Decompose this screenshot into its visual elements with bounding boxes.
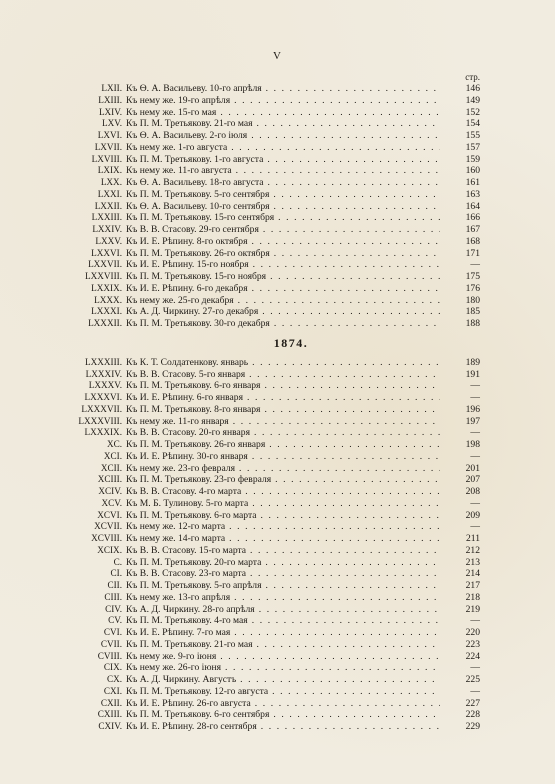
entry-page: —: [470, 497, 480, 509]
entry-number: LXIII.: [98, 94, 122, 105]
entry-number: CV.: [108, 615, 122, 626]
entry-number: LXXXIV.: [85, 368, 122, 379]
entry-page: 168: [465, 235, 480, 247]
entry-number: XC.: [106, 439, 122, 449]
entry-number: XCI.: [103, 450, 122, 461]
entry-title: Къ нему же. 15-го мая . . .: [126, 107, 440, 119]
page-column-label: стр.: [465, 72, 480, 82]
entry-number: CIX.: [103, 662, 122, 673]
entry-title: Къ нему же. 26-го іюня . . .: [126, 662, 440, 674]
entry-title: Къ П. М. Третьякову. 12-го августа . . .: [126, 686, 440, 698]
entry-page: 167: [465, 224, 480, 235]
entry-number: XCIII.: [97, 474, 122, 485]
toc-entry: [62, 427, 480, 439]
entry-title: Къ нему же. 23-го февраля . . .: [126, 463, 440, 475]
page-number: V: [273, 50, 282, 62]
entry-page: 196: [465, 403, 480, 415]
toc-entry: [62, 318, 480, 330]
entry-number: LXIX.: [97, 165, 122, 176]
entry-number: LXX.: [100, 177, 122, 187]
entry-title: Къ И. Е. Рѣпину. 30-го января . . .: [126, 451, 440, 463]
toc-entry: [62, 545, 480, 557]
toc-entry: [62, 568, 480, 580]
entry-number: LXXVI.: [91, 247, 122, 258]
entry-page: 149: [465, 94, 480, 106]
toc-entry: [62, 212, 480, 224]
toc-entry: [62, 521, 480, 533]
toc-entry: [62, 486, 480, 498]
entry-title: Къ нему же. 9-го іюня . . .: [126, 651, 440, 663]
entry-title: Къ нему же. 14-го марта . . .: [126, 533, 440, 545]
entry-title: Къ В. В. Стасову. 29-го сентября . . .: [126, 224, 440, 236]
entry-title: Къ К. Т. Солдатенкову. январь . . .: [126, 357, 440, 369]
entry-number: XCVI.: [97, 509, 122, 520]
entry-title: Къ В. В. Стасову. 5-го января . . .: [126, 369, 440, 381]
entry-title: Къ П. М. Третьякову. 26-го января . . .: [126, 439, 440, 451]
entry-number: LXXXVI.: [84, 392, 122, 402]
entry-page: —: [470, 685, 480, 697]
entry-number: LXXI.: [97, 188, 122, 199]
entry-title: Къ П. М. Третьякову. 5-го сентября . . .: [126, 189, 440, 201]
toc-entry: [62, 557, 480, 569]
entry-number: CXI.: [103, 685, 122, 696]
entry-title: Къ В. В. Стасову. 23-го марта . . .: [126, 568, 440, 580]
entry-title: Къ нему же. 11-го августа . . .: [126, 165, 440, 177]
toc-entry: [62, 698, 480, 710]
entry-title: Къ нему же. 1-го августа . . .: [126, 142, 440, 154]
toc-entry: [62, 474, 480, 486]
toc-entry: [62, 95, 480, 107]
entry-title: Къ П. М. Третьякову. 1-го августа . . .: [126, 154, 440, 166]
entry-title: Къ П. М. Третьякову. 6-го сентября . . .: [126, 709, 440, 721]
entry-number: C.: [113, 556, 122, 567]
toc-entry: [62, 533, 480, 545]
entry-page: —: [470, 392, 480, 403]
entry-page: 161: [465, 177, 480, 188]
entry-number: LXXXII.: [88, 318, 122, 328]
entry-page: 188: [465, 318, 480, 329]
entry-page: 157: [465, 141, 480, 153]
entry-number: XCVII.: [94, 521, 122, 532]
entry-number: CVII.: [100, 638, 122, 649]
entry-page: 211: [465, 533, 480, 544]
entry-number: LXXXVIII.: [78, 415, 122, 426]
entry-title: Къ нему же. 19-го апрѣля . . .: [126, 95, 440, 107]
entry-title: Къ П. М. Третьякову. 15-го ноября . . .: [126, 271, 440, 283]
entry-number: CVI.: [103, 627, 122, 637]
entry-title: Къ А. Д. Чиркину. Августъ . . .: [126, 674, 440, 686]
entry-page: 164: [465, 200, 480, 212]
entry-title: Къ П. М. Третьякову. 6-го января . . .: [126, 380, 440, 392]
entry-page: —: [470, 427, 480, 439]
entry-title: Къ И. Е. Рѣпину. 8-го октября . . .: [126, 236, 440, 248]
entry-page: 229: [465, 721, 480, 732]
entry-title: Къ В. В. Стасову. 20-го января . . .: [126, 427, 440, 439]
entry-number: XCIX.: [97, 544, 122, 555]
entry-page: 217: [465, 580, 480, 591]
entry-title: Къ П. М. Третьякову. 20-го марта . . .: [126, 557, 440, 569]
toc-entry: [62, 580, 480, 592]
entry-number: LXXIII.: [91, 212, 122, 223]
entry-number: LXXIX.: [91, 282, 122, 293]
entry-number: LXXXV.: [88, 380, 122, 391]
toc-entry: [62, 369, 480, 381]
entry-title: Къ Ѳ. А. Васильеву. 10-го сентября . . .: [126, 201, 440, 213]
entry-page: 197: [465, 415, 480, 427]
entry-page: 212: [465, 544, 480, 556]
entry-page: 208: [465, 486, 480, 497]
table-of-contents: [62, 83, 480, 733]
entry-title: Къ В. В. Стасову. 15-го марта . . .: [126, 545, 440, 557]
toc-entry: [62, 416, 480, 428]
toc-entry: [62, 224, 480, 236]
entry-page: 209: [465, 509, 480, 521]
entry-page: 213: [465, 556, 480, 568]
entry-title: Къ нему же. 12-го марта . . .: [126, 521, 440, 533]
toc-entry: [62, 498, 480, 510]
toc-entry: [62, 639, 480, 651]
entry-page: 191: [465, 368, 480, 380]
entry-number: LXII.: [101, 83, 122, 93]
entry-number: LXXIV.: [92, 224, 122, 234]
toc-entry: [62, 439, 480, 451]
entry-number: XCVIII.: [91, 533, 122, 543]
entry-page: 175: [465, 271, 480, 282]
entry-title: Къ И. Е. Рѣпину. 7-го мая . . .: [126, 627, 440, 639]
entry-number: CIII.: [104, 591, 122, 602]
entry-number: LXIV.: [98, 106, 122, 117]
entry-number: XCII.: [100, 462, 122, 473]
entry-page: 201: [465, 462, 480, 474]
entry-page: 176: [465, 282, 480, 294]
entry-title: Къ И. Е. Рѣпину. 6-го января . . .: [126, 392, 440, 404]
entry-page: —: [470, 380, 480, 392]
entry-page: 219: [465, 603, 480, 615]
entry-page: 163: [465, 188, 480, 200]
toc-entry: [62, 380, 480, 392]
toc-entry: [62, 627, 480, 639]
toc-entry: [62, 463, 480, 475]
entry-number: LXXXI.: [91, 306, 122, 317]
toc-entry: [62, 201, 480, 213]
entry-page: 228: [465, 709, 480, 721]
toc-entry: [62, 615, 480, 627]
toc-section-1874: [62, 357, 480, 733]
toc-entry: [62, 592, 480, 604]
toc-entry: [62, 604, 480, 616]
entry-number: LXXVIII.: [85, 271, 122, 281]
entry-page: 227: [465, 697, 480, 709]
entry-number: LXXX.: [94, 294, 122, 305]
toc-entry: [62, 357, 480, 369]
entry-title: Къ нему же. 11-го января . . .: [126, 416, 440, 428]
entry-number: CXIII.: [97, 709, 122, 720]
toc-entry: [62, 451, 480, 463]
entry-number: LXXXVII.: [81, 403, 122, 414]
entry-title: Къ П. М. Третьякову. 4-го мая . . .: [126, 615, 440, 627]
entry-number: LXXXIII.: [85, 356, 122, 367]
toc-entry: [62, 306, 480, 318]
toc-entry: [62, 236, 480, 248]
entry-page: 214: [465, 568, 480, 580]
entry-title: Къ В. В. Стасову. 4-го марта . . .: [126, 486, 440, 498]
entry-title: Къ П. М. Третьякову. 21-го мая . . .: [126, 639, 440, 651]
toc-entry: [62, 295, 480, 307]
entry-title: Къ А. Д. Чиркину. 27-го декабря . . .: [126, 306, 440, 318]
toc-entry: [62, 283, 480, 295]
toc-section-1873: [62, 83, 480, 330]
toc-entry: [62, 662, 480, 674]
entry-page: 225: [465, 674, 480, 685]
entry-number: LXXVII.: [88, 259, 122, 270]
entry-number: CI.: [110, 568, 122, 579]
toc-entry: [62, 165, 480, 177]
toc-entry: [62, 392, 480, 404]
entry-page: —: [470, 521, 480, 533]
entry-title: Къ М. Б. Тулинову. 5-го марта . . .: [126, 498, 440, 510]
toc-entry: [62, 651, 480, 663]
entry-number: CVIII.: [97, 650, 122, 661]
entry-page: —: [470, 450, 480, 462]
entry-title: Къ Ѳ. А. Васильеву. 10-го апрѣля . . .: [126, 83, 440, 95]
entry-page: —: [470, 662, 480, 674]
toc-entry: [62, 248, 480, 260]
entry-page: 159: [465, 153, 480, 165]
toc-entry: [62, 83, 480, 95]
toc-entry: [62, 177, 480, 189]
year-heading: 1874.: [273, 335, 309, 350]
entry-title: Къ И. Е. Рѣпину. 15-го ноября . . .: [126, 259, 440, 271]
entry-page: 220: [465, 627, 480, 638]
toc-entry: [62, 271, 480, 283]
toc-entry: [62, 189, 480, 201]
entry-number: CIV.: [105, 603, 122, 614]
entry-title: Къ нему же. 25-го декабря . . .: [126, 295, 440, 307]
toc-entry: [62, 107, 480, 119]
entry-page: 152: [465, 106, 480, 118]
entry-title: Къ И. Е. Рѣпину. 26-го августа . . .: [126, 698, 440, 710]
entry-number: XCIV.: [98, 486, 122, 496]
entry-title: Къ П. М. Третьякову. 30-го декабря . . .: [126, 318, 440, 330]
entry-page: 155: [465, 130, 480, 141]
entry-title: Къ нему же. 13-го апрѣля . . .: [126, 592, 440, 604]
entry-title: Къ И. Е. Рѣпину. 6-го декабря . . .: [126, 283, 440, 295]
entry-page: 154: [465, 118, 480, 130]
entry-page: 207: [465, 474, 480, 486]
entry-page: 160: [465, 165, 480, 177]
toc-entry: [62, 404, 480, 416]
entry-page: 166: [465, 212, 480, 224]
toc-entry: [62, 118, 480, 130]
entry-page: 224: [465, 650, 480, 662]
entry-title: Къ П. М. Третьякову. 5-го апрѣля . . .: [126, 580, 440, 592]
entry-number: LXXV.: [95, 235, 122, 246]
entry-page: 180: [465, 294, 480, 306]
entry-page: 223: [465, 638, 480, 650]
entry-title: Къ П. М. Третьякову. 21-го мая . . .: [126, 118, 440, 130]
toc-entry: [62, 259, 480, 271]
toc-entry: [62, 709, 480, 721]
entry-page: 171: [465, 247, 480, 259]
entry-page: —: [470, 615, 480, 627]
entry-number: LXXXIX.: [84, 427, 122, 438]
entry-title: Къ И. Е. Рѣпину. 28-го сентября . . .: [126, 721, 440, 733]
entry-number: LXVII.: [94, 141, 122, 152]
entry-number: LXVI.: [97, 130, 122, 140]
entry-title: Къ Ѳ. А. Васильеву. 2-го іюля . . .: [126, 130, 440, 142]
entry-title: Къ П. М. Третьякову. 23-го февраля . . .: [126, 474, 440, 486]
entry-number: LXVIII.: [91, 153, 122, 164]
entry-title: Къ Ѳ. А. Васильеву. 18-го августа . . .: [126, 177, 440, 189]
toc-entry: [62, 154, 480, 166]
entry-number: CX.: [106, 674, 122, 684]
toc-entry: [62, 142, 480, 154]
entry-title: Къ П. М. Третьякову. 26-го октября . . .: [126, 248, 440, 260]
toc-entry: [62, 510, 480, 522]
entry-page: 189: [465, 356, 480, 368]
entry-number: CII.: [107, 580, 122, 590]
entry-page: 146: [465, 83, 480, 94]
entry-number: LXXII.: [94, 200, 122, 211]
toc-entry: [62, 686, 480, 698]
entry-title: Къ П. М. Третьякову. 15-го сентября . . .: [126, 212, 440, 224]
entry-number: XCV.: [101, 497, 122, 508]
entry-number: CXIV.: [98, 721, 122, 731]
entry-page: 198: [465, 439, 480, 450]
toc-entry: [62, 674, 480, 686]
toc-entry: [62, 721, 480, 733]
entry-number: CXII.: [100, 697, 122, 708]
toc-entry: [62, 130, 480, 142]
entry-title: Къ А. Д. Чиркину. 28-го апрѣля . . .: [126, 604, 440, 616]
entry-title: Къ П. М. Третьякову. 6-го марта . . .: [126, 510, 440, 522]
entry-title: Къ П. М. Третьякову. 8-го января . . .: [126, 404, 440, 416]
entry-page: 218: [465, 591, 480, 603]
entry-number: LXV.: [102, 118, 122, 129]
entry-page: —: [470, 259, 480, 271]
entry-page: 185: [465, 306, 480, 318]
